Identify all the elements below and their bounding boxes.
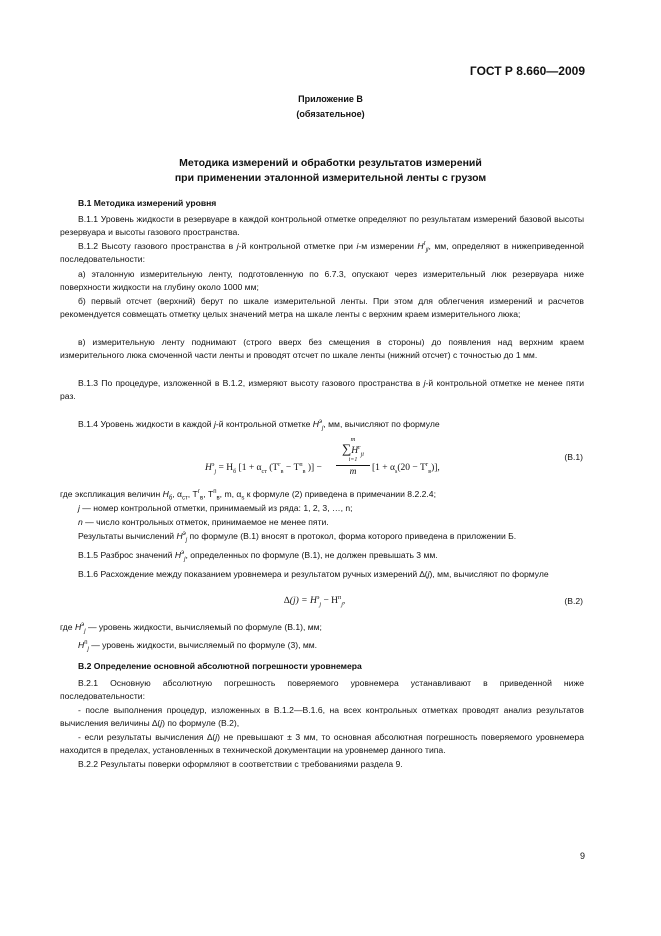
paragraph-b-2-2: В.2.2 Результаты поверки оформляют в соответствии с требованиями раздела 9.: [78, 759, 403, 769]
explication-line: где экспликация величин $H_б$, $\alpha_{ст}$, $T^г_в$, $T^п_в$, m, $\alpha_s$ к формуле (2) приведена в примечании 8.2.2.4;: [60, 489, 436, 502]
list-item-c: в) измерительную ленту поднимают (строго вверх без смещения в стороны) до появления над верхним краем измерительного люка смоченной части ленты и проводят отсчет по шкале ленты (нижний отсчет) с точностью до 1 мм.: [60, 337, 584, 361]
formula-b1-fraction: m $\sum H^г_{ji}$ i=1 m: [336, 436, 370, 478]
definition-j: j — номер контрольной отметки, принимаемый из ряда: 1, 2, 3, …, n;: [78, 503, 353, 513]
paragraph-b-1-4: В.1.4 Уровень жидкости в каждой j-й контрольной отметке $H^э_j$, мм, вычисляют по формуле: [78, 419, 440, 432]
bullet-item-1: - после выполнения процедур, изложенных в В.1.2—В.1.6, на всех контрольных отметках проводят анализ результатов вычисления величины ∆(j) по формуле (В.2),: [60, 705, 584, 729]
paragraph-b-1-3: В.1.3 По процедуре, изложенной в В.1.2, измеряют высоту газового пространства в j-й контрольной отметке не менее пяти раз.: [60, 378, 584, 402]
formula-b1-left: $H^э_j = H_б$ [$1 + \alpha_{ст}$ ($T^г_в - T^п_в$ )] −: [205, 461, 322, 475]
main-title-line2: при применении эталонной измерительной ленты с грузом: [174, 172, 487, 184]
paragraph-b-1-6: В.1.6 Расхождение между показанием уровнемера и результатом ручных измерений ∆(j), мм, вычисляют по формуле: [78, 569, 549, 579]
equation-number-b1: (В.1): [564, 452, 583, 462]
appendix-status: (обязательное): [296, 109, 365, 119]
paragraph-b-1-2: В.1.2 Высоту газового пространства в j-й контрольной отметке при i-м измерении $H^г_{ji}$, мм, определяют в нижеприведенной последовательности:: [60, 241, 584, 265]
equation-number-b2: (В.2): [564, 596, 583, 606]
where-line-2: $H^п_j$ — уровень жидкости, вычисляемый по формуле (3), мм.: [78, 640, 318, 653]
bullet-item-2: - если результаты вычисления ∆(j) не превышают ± 3 мм, то основная абсолютная погрешность поверяемого уровнемера находится в пределах, установленных в технической документации на уровнемер данного типа.: [60, 732, 584, 756]
main-title-line1: Методика измерений и обработки результатов измерений: [179, 157, 482, 169]
where-line-1: где $H^э_j$ — уровень жидкости, вычисляемый по формуле (В.1), мм;: [60, 622, 322, 635]
paragraph-b-1-1: В.1.1 Уровень жидкости в резервуаре в каждой контрольной отметке определяют по результатам измерений базовой высоты резервуара и высоты газового пространства.: [60, 214, 584, 238]
section-heading-b1: В.1 Методика измерений уровня: [78, 198, 217, 208]
paragraph-b-2-1: В.2.1 Основную абсолютную погрешность поверяемого уровнемера устанавливают в приведенной ниже последовательности:: [60, 678, 584, 702]
section-heading-b2: В.2 Определение основной абсолютной погрешности уровнемера: [78, 661, 362, 671]
list-item-b: б) первый отсчет (верхний) берут по шкале измерительной ленты. При этом для облегчения измерений и расчетов рекомендуется совмещать отметку целых значений метра на шкале ленты с верхним краем измерительного люка;: [60, 296, 584, 320]
paragraph-b-1-5: В.1.5 Разброс значений $H^э_j$, определенных по формуле (В.1), не должен превышать 3 мм.: [78, 550, 438, 563]
formula-b2: $\Delta(j) = H^э_j - H^п_j$,: [284, 594, 346, 608]
standard-designation: ГОСТ Р 8.660—2009: [469, 64, 585, 78]
appendix-title: Приложение В: [298, 94, 363, 104]
definition-n: n — число контрольных отметок, принимаемое не менее пяти.: [78, 517, 329, 527]
list-item-a: а) эталонную измерительную ленту, подготовленную по 6.7.3, опускают через измерительный люк резервуара ниже поверхности жидкости на глубину около 1000 мм;: [60, 269, 584, 293]
page-number: 9: [579, 851, 585, 861]
formula-b1-right: $[1 + \alpha_s(20 - T^г_в)]$,: [372, 461, 440, 475]
results-line: Результаты вычислений $H^э_j$ по формуле (В.1) вносят в протокол, форма которого приведена в приложении Б.: [78, 531, 517, 544]
